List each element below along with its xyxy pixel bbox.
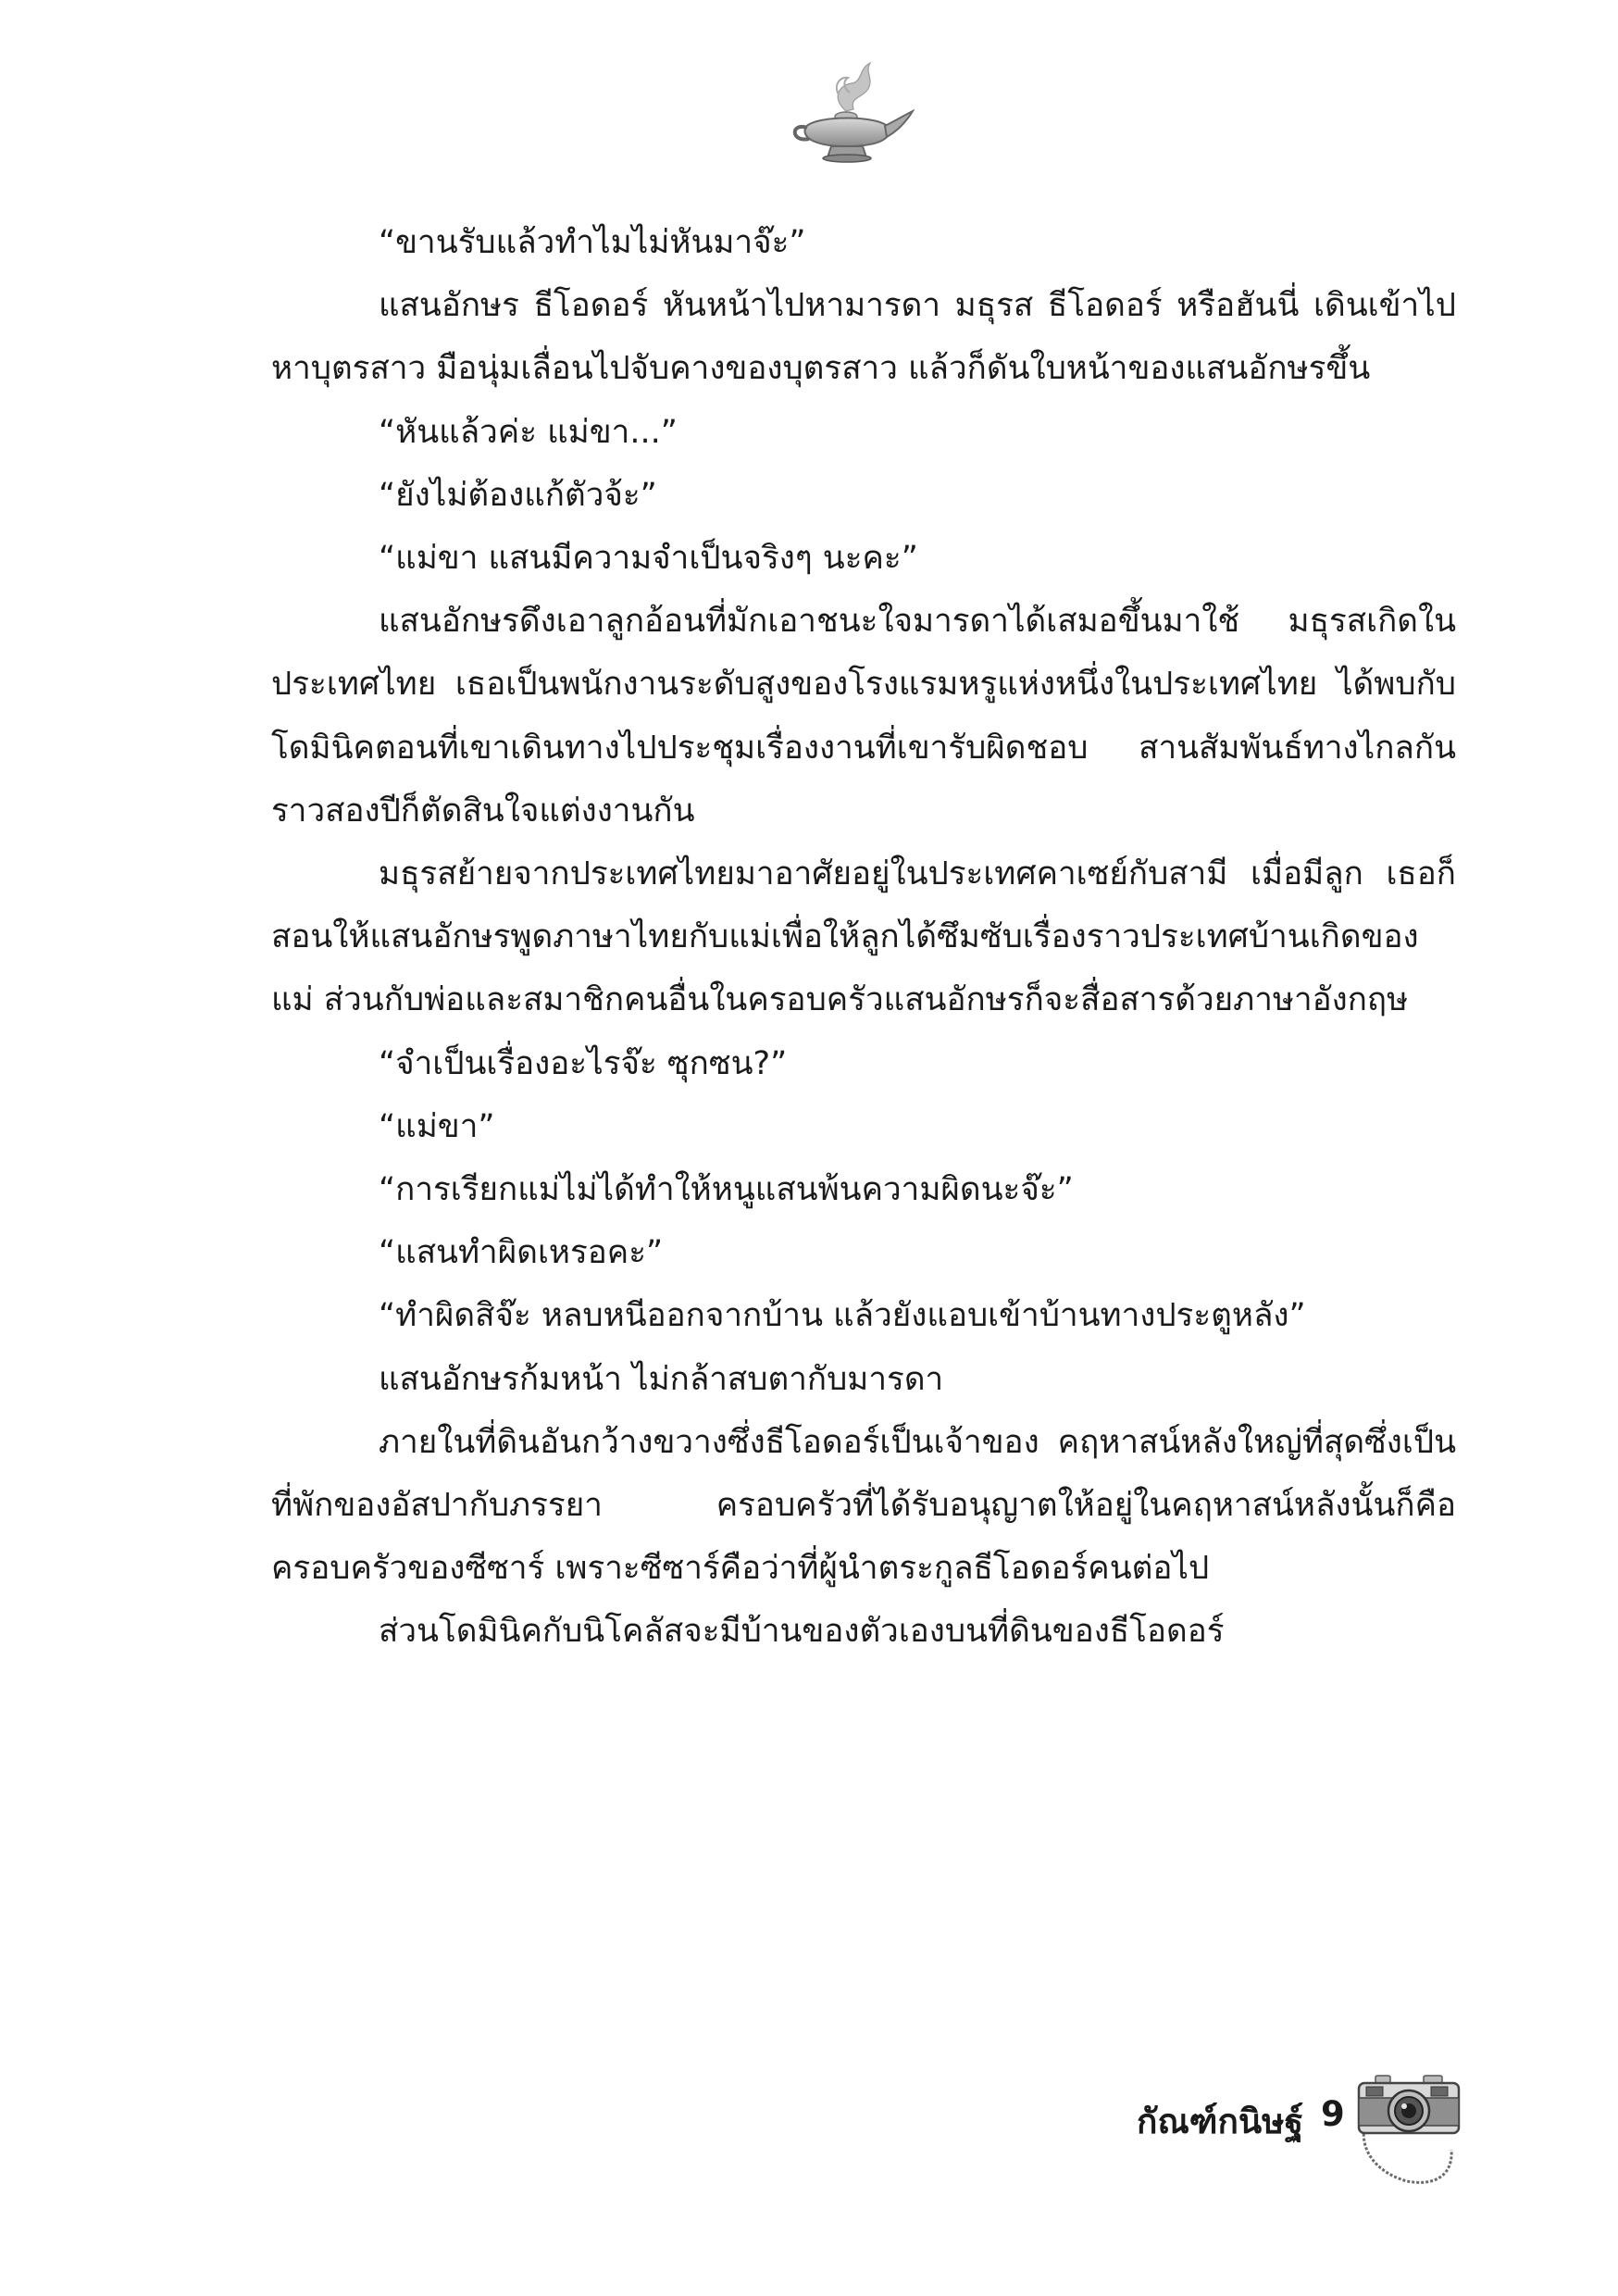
- paragraph: แสนอักษร ธีโอดอร์ หันหน้าไปหามารดา มธุรส ธีโอดอร์ หรือฮันนี่ เดินเข้าไปหาบุตรสาว มือนุ่มเลื่อนไปจับคางของบุตรสาว แล้วก็ดันใบหน้าของแสนอักษรขึ้น: [271, 287, 1456, 388]
- paragraph: มธุรสย้ายจากประเทศไทยมาอาศัยอยู่ในประเทศคาเซย์กับสามี เมื่อมีลูก เธอก็สอนให้แสนอักษรพูดภาษาไทยกับแม่เพื่อให้ลูกได้ซึมซับเรื่องราวประเทศบ้านเกิดของแม่ ส่วนกับพ่อและสมาชิกคนอื่นในครอบครัวแสนอักษรก็จะสื่อสารด้วยภาษาอังกฤษ: [271, 855, 1456, 1019]
- dialogue-line: “หันแล้วค่ะ แม่ขา...”: [379, 413, 678, 451]
- paragraph: ส่วนโดมินิคกับนิโคลัสจะมีบ้านของตัวเองบนที่ดินของธีโอดอร์: [379, 1613, 1225, 1651]
- author-name: กัณฑ์กนิษฐ์: [1137, 2102, 1303, 2141]
- dialogue-line: “แม่ขา”: [379, 1107, 495, 1145]
- page-number: 9: [1321, 2094, 1345, 2134]
- camera-icon: [1353, 2072, 1464, 2188]
- page-footer: [0, 2072, 1618, 2192]
- dialogue-line: “ยังไม่ต้องแก้ตัวจ้ะ”: [379, 476, 657, 514]
- magic-lamp-icon: [785, 57, 915, 167]
- dialogue-line: “การเรียกแม่ไม่ได้ทำให้หนูแสนพ้นความผิดนะจ๊ะ”: [379, 1171, 1074, 1209]
- dialogue-line: “ทำผิดสิจ๊ะ หลบหนีออกจากบ้าน แล้วยังแอบเข้าบ้านทางประตูหลัง”: [379, 1297, 1306, 1335]
- paragraph: แสนอักษรดึงเอาลูกอ้อนที่มักเอาชนะใจมารดาได้เสมอขึ้นมาใช้ มธุรสเกิดในประเทศไทย เธอเป็นพนักงานระดับสูงของโรงแรมหรูแห่งหนึ่งในประเทศไทย ได้พบกับโดมินิคตอนที่เขาเดินทางไปประชุมเรื่องงานที่เขารับผิดชอบ สานสัมพันธ์ทางไกลกันราวสองปีก็ตัดสินใจแต่งงานกัน: [271, 603, 1456, 830]
- paragraph: ภายในที่ดินอันกว้างขวางซึ่งธีโอดอร์เป็นเจ้าของ คฤหาสน์หลังใหญ่ที่สุดซึ่งเป็นที่พักของอัสปากับภรรยา ครอบครัวที่ได้รับอนุญาตให้อยู่ในคฤหาสน์หลังนั้นก็คือครอบครัวของซีซาร์ เพราะซีซาร์คือว่าที่ผู้นำตระกูลธีโอดอร์คนต่อไป: [271, 1423, 1456, 1588]
- body-text: [271, 211, 1456, 1664]
- dialogue-line: “จำเป็นเรื่องอะไรจ๊ะ ซุกซน?”: [379, 1044, 788, 1082]
- dialogue-line: “ขานรับแล้วทำไมไม่หันมาจ๊ะ”: [379, 224, 806, 261]
- dialogue-line: แสนอักษรก้มหน้า ไม่กล้าสบตากับมารดา: [379, 1360, 944, 1398]
- dialogue-line: “แม่ขา แสนมีความจำเป็นจริงๆ นะคะ”: [379, 540, 918, 578]
- dialogue-line: “แสนทำผิดเหรอคะ”: [379, 1234, 664, 1272]
